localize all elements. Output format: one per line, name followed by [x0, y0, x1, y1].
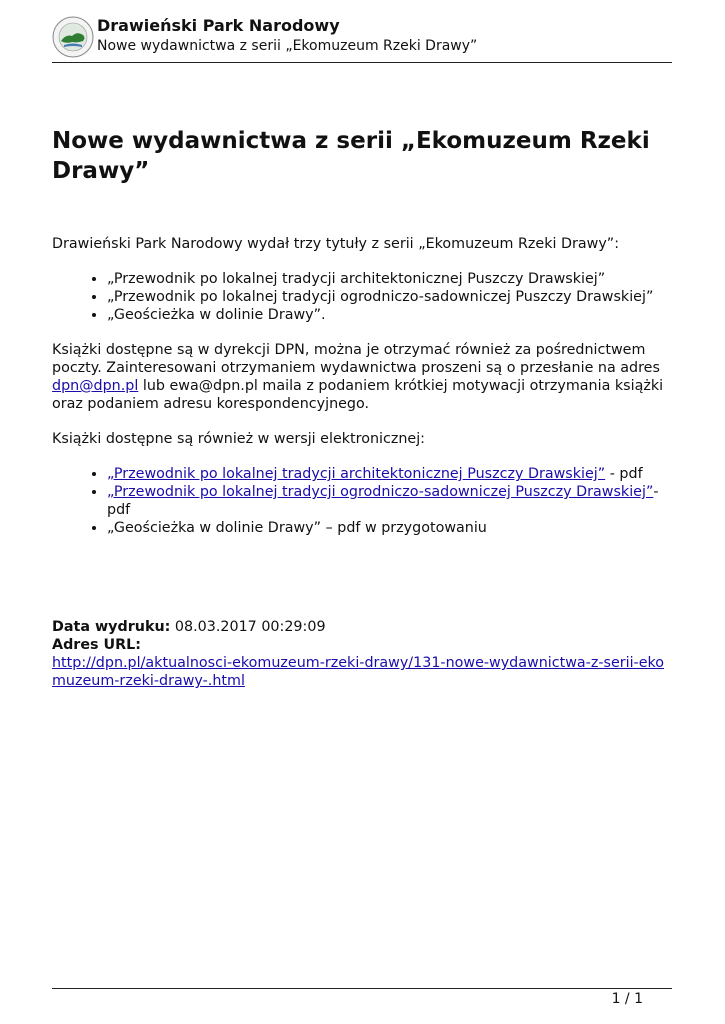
electronic-list [52, 465, 674, 537]
print-metadata [52, 618, 674, 690]
print-date-row [52, 618, 674, 636]
page-title: Nowe wydawnictwa z serii „Ekomuzeum Rzeki Drawy” [52, 128, 650, 184]
print-date-label: Data wydruku: [52, 619, 171, 635]
park-logo-icon [52, 16, 94, 58]
pdf-link-architecture[interactable]: „Przewodnik po lokalnej tradycji architektonicznej Puszczy Drawskiej” [107, 466, 606, 482]
document-header [52, 14, 672, 63]
page-number: 1 / 1 [611, 991, 643, 1007]
url-row [52, 654, 674, 690]
header-subtitle: Nowe wydawnictwa z serii „Ekomuzeum Rzeki Drawy” [97, 38, 478, 54]
email-link[interactable]: dpn@dpn.pl [52, 378, 139, 394]
list-item: • „Przewodnik po lokalnej tradycji ogrodniczo-sadowniczej Puszczy Drawskiej” [107, 288, 674, 306]
list-item: • „Geościeżka w dolinie Drawy” – pdf w przygotowaniu [107, 519, 674, 537]
availability-text-1: Książki dostępne są w dyrekcji DPN, można je otrzymać również za pośrednictwem poczty. Zainteresowani otrzymaniem wydawnictwa proszeni są o przesłanie na adres [52, 342, 660, 376]
print-date: 08.03.2017 00:29:09 [174, 619, 326, 635]
list-item [107, 483, 674, 519]
intro-paragraph: Drawieński Park Narodowy wydał trzy tytuły z serii „Ekomuzeum Rzeki Drawy”: [52, 236, 620, 252]
site-name: Drawieński Park Narodowy [97, 16, 340, 35]
availability-text-2: lub ewa@dpn.pl maila z podaniem krótkiej motywacji otrzymania książki oraz podaniem adresu korespondencyjnego. [52, 378, 664, 412]
footer-divider [52, 988, 672, 989]
electronic-intro: Książki dostępne są również w wersji elektronicznej: [52, 431, 425, 447]
pdf-suffix: - pdf [605, 466, 643, 482]
url-label: Adres URL: [52, 637, 141, 653]
pdf-suffix: - pdf [107, 484, 659, 518]
source-url-link[interactable]: http://dpn.pl/aktualnosci-ekomuzeum-rzeki-drawy/131-nowe-wydawnictwa-z-serii-ekomuzeum-rzeki-drawy-.html [52, 655, 665, 689]
list-item: • „Przewodnik po lokalnej tradycji architektonicznej Puszczy Drawskiej” [107, 270, 674, 288]
list-item [107, 465, 674, 483]
article-body [52, 235, 674, 537]
titles-list [52, 270, 674, 324]
list-item: • „Geościeżka w dolinie Drawy”. [107, 306, 674, 324]
pdf-link-gardening[interactable]: „Przewodnik po lokalnej tradycji ogrodniczo-sadowniczej Puszczy Drawskiej” [107, 484, 654, 500]
availability-paragraph [52, 341, 674, 413]
